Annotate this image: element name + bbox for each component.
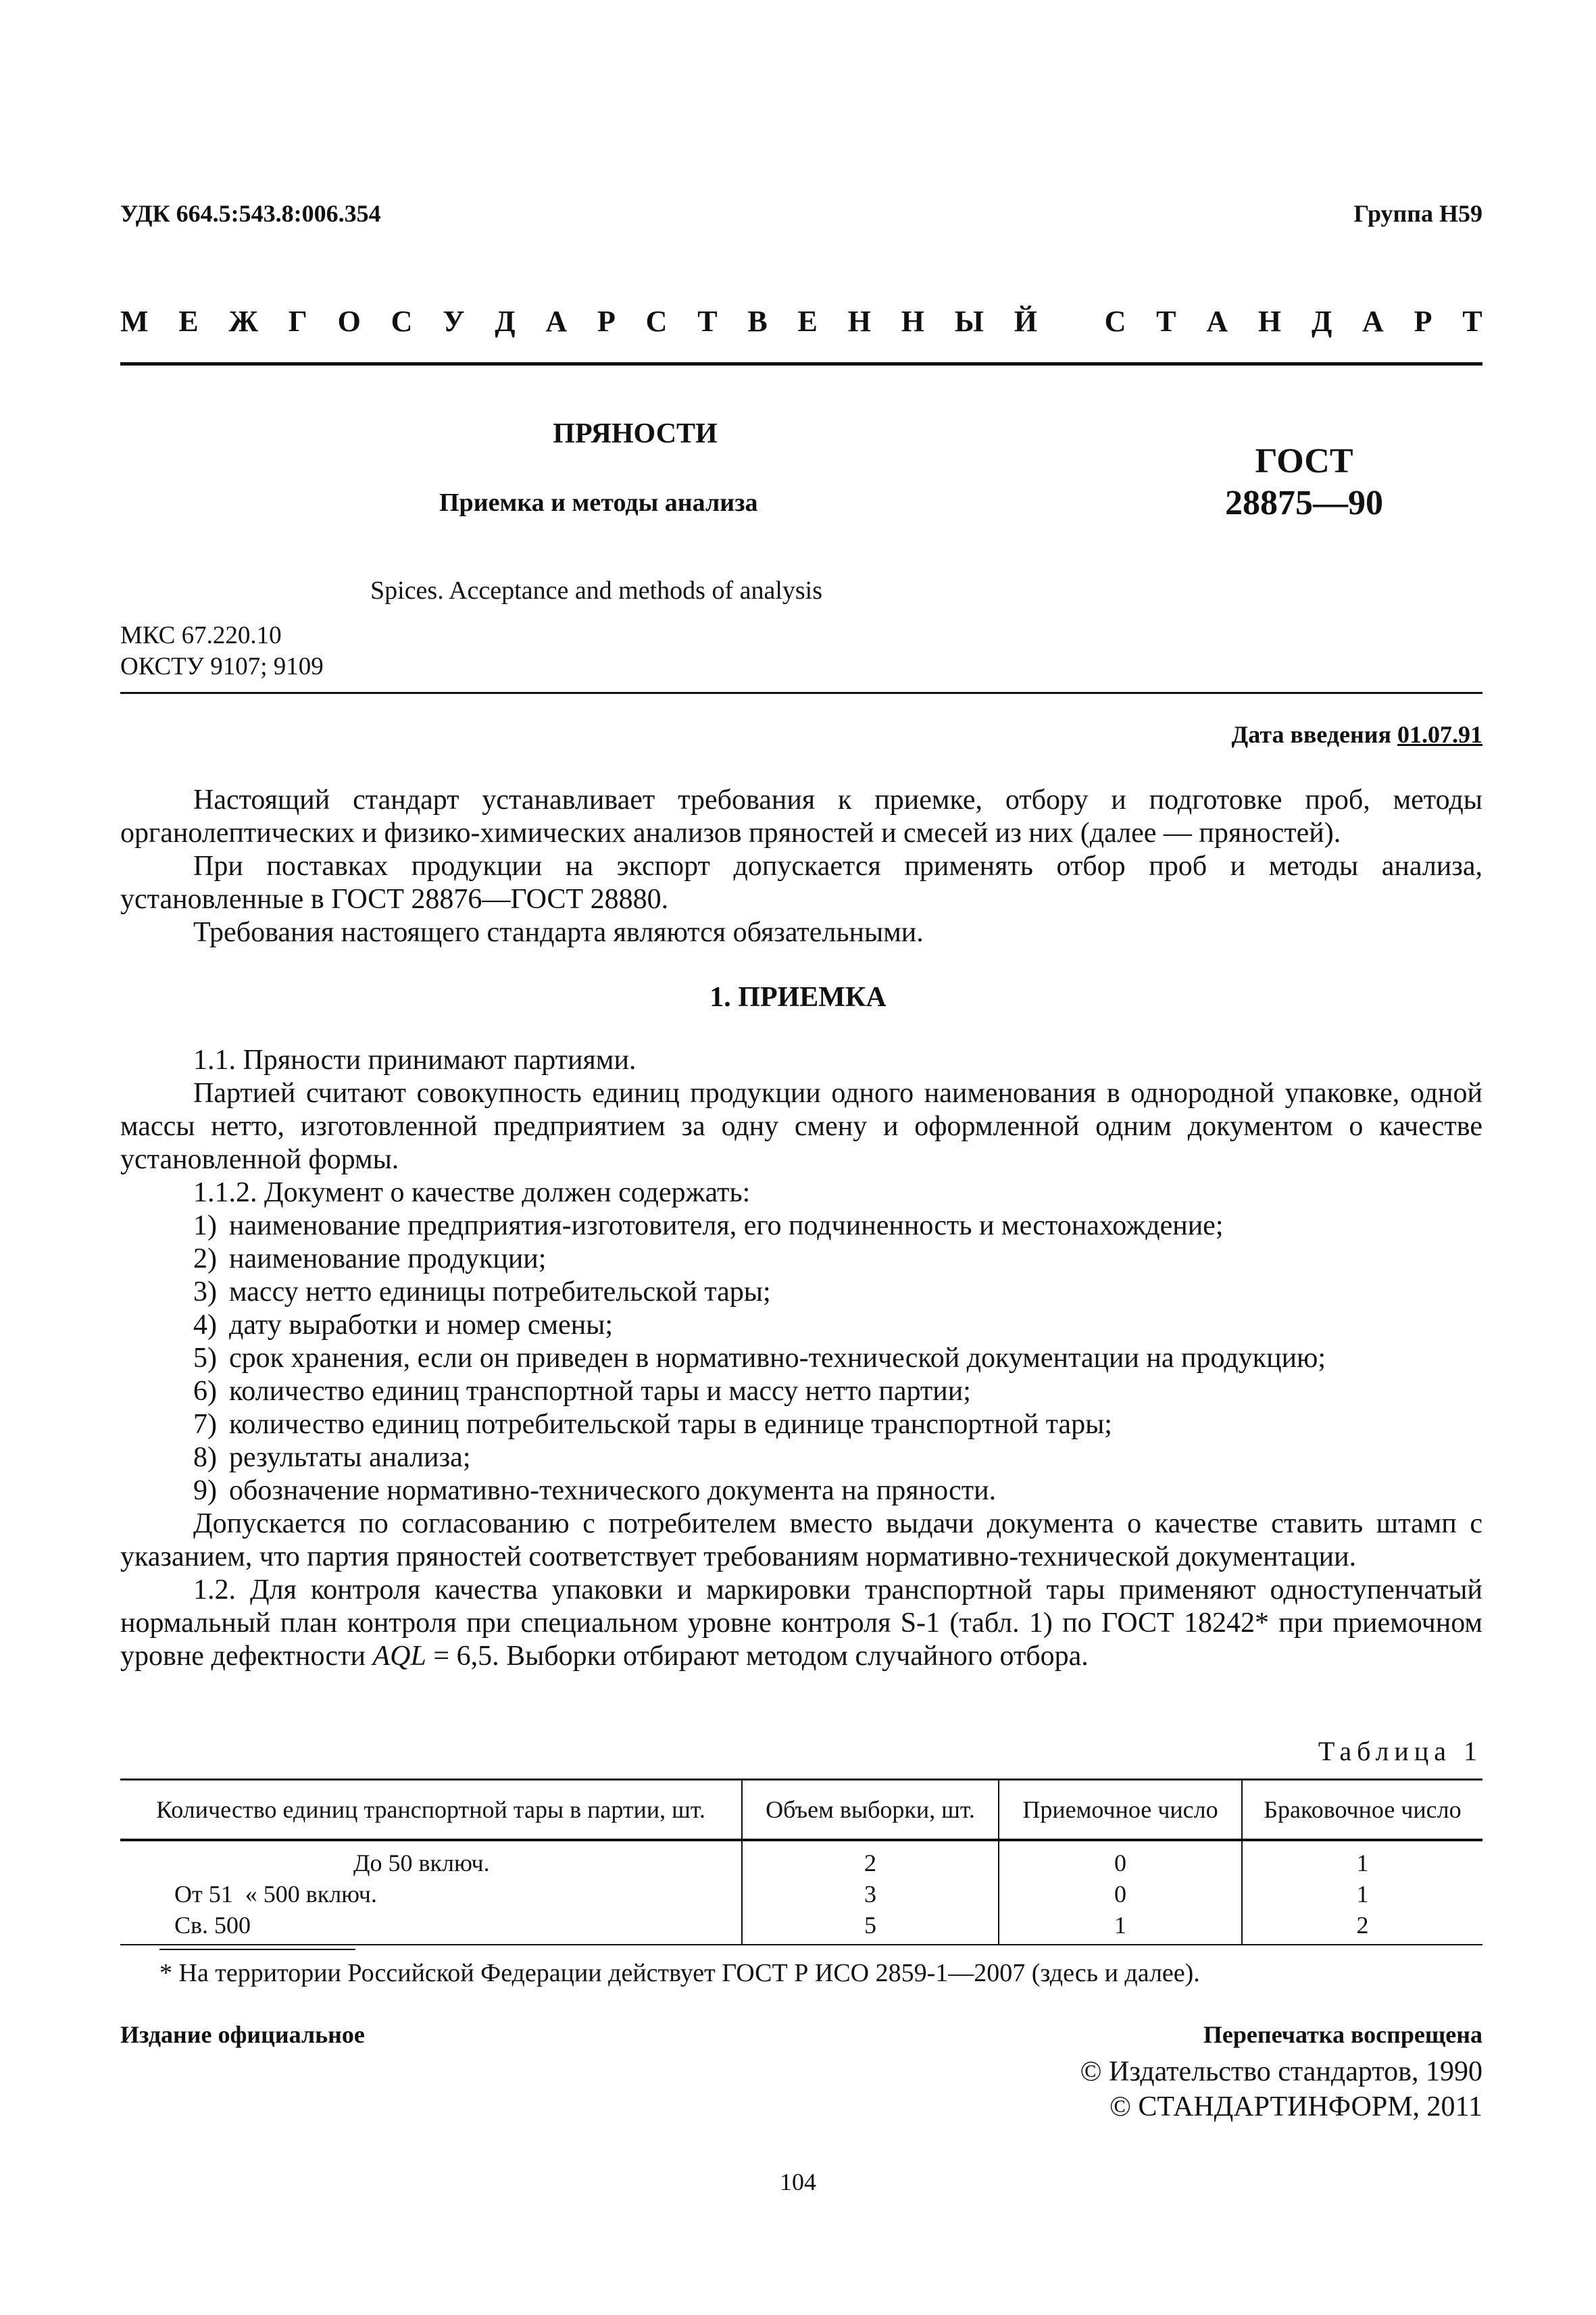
udk-code: УДК 664.5:543.8:006.354 xyxy=(120,200,381,227)
paragraph-1-1: 1.1. Пряности принимают партиями. xyxy=(193,1045,637,1076)
copyright-1990: © Издательство стандартов, 1990 xyxy=(1080,2056,1482,2087)
aql-term: AQL xyxy=(372,1641,426,1672)
intro-paragraph: Настоящий стандарт устанавливает требования к приемке, отбору и подготовке проб, методы органолептических и физико-химических анализов пряностей и смесей из них (далее — пряностей). xyxy=(120,785,1482,849)
list-item-number: 3) xyxy=(193,1276,217,1308)
heading-letter: Д xyxy=(1311,305,1332,338)
effective-date-label: Дата введения xyxy=(1231,721,1391,748)
table-cell: 0 xyxy=(999,1840,1242,1878)
paragraph-1-1-2: 1.1.2. Документ о качестве должен содержать: xyxy=(193,1177,751,1208)
list-item xyxy=(120,1309,1482,1342)
list-item-number: 5) xyxy=(193,1343,217,1374)
copyright-2011: © СТАНДАРТИНФОРМ, 2011 xyxy=(1109,2091,1482,2122)
intro-paragraph: При поставках продукции на экспорт допускается применять отбор проб и методы анализа, установленные в ГОСТ 28876—ГОСТ 28880. xyxy=(120,851,1482,915)
column-header: Браковочное число xyxy=(1242,1780,1482,1841)
list-item-text: наименование продукции; xyxy=(229,1243,547,1274)
list-item-text: количество единиц транспортной тары и массу нетто партии; xyxy=(229,1376,971,1407)
list-item-number: 9) xyxy=(193,1475,217,1506)
list-item-number: 7) xyxy=(193,1409,217,1440)
heading-letter: Т xyxy=(1462,305,1482,338)
heading-letter: О xyxy=(337,305,361,338)
section1-body xyxy=(120,1044,1482,1673)
table-row xyxy=(120,1840,1482,1878)
list-item-number: 8) xyxy=(193,1442,217,1473)
table-cell: 0 xyxy=(999,1878,1242,1910)
classification-codes xyxy=(120,620,324,682)
document-requirements-list xyxy=(120,1210,1482,1508)
table-cell: От 51 « 500 включ. xyxy=(174,1881,377,1908)
heading-letter: А xyxy=(1362,305,1384,338)
paragraph-1-2 xyxy=(120,1574,1482,1673)
heading-gap xyxy=(1068,304,1074,339)
heading-letter: Д xyxy=(495,305,516,338)
document-title: ПРЯНОСТИ xyxy=(553,418,718,449)
table-cell: 2 xyxy=(1242,1910,1482,1945)
list-item-text: количество единиц потребительской тары в единице транспортной тары; xyxy=(229,1409,1112,1440)
heading-letter: А xyxy=(1206,305,1228,338)
section-heading: 1. ПРИЕМКА xyxy=(709,982,887,1013)
english-title: Spices. Acceptance and methods of analysis xyxy=(370,576,823,605)
heading-letter: С xyxy=(645,305,668,338)
heading-letter: Н xyxy=(901,305,924,338)
heading-letter: Е xyxy=(178,305,199,338)
heading-letter: С xyxy=(1104,305,1126,338)
heading-letter: У xyxy=(443,305,465,338)
gost-code: 28875—90 xyxy=(1225,484,1383,522)
heading-letter: Н xyxy=(1257,305,1282,338)
list-item-number: 1) xyxy=(193,1210,217,1241)
column-header: Количество единиц транспортной тары в партии, шт. xyxy=(120,1780,742,1841)
paragraph-batch: Партией считают совокупность единиц продукции одного наименования в однородной упаковке, одной массы нетто, изготовленной предприятием за одну смену и оформленной одним документом о качестве установленной формы. xyxy=(120,1078,1482,1175)
heading-letter: Ы xyxy=(954,305,984,338)
column-header: Объем выборки, шт. xyxy=(742,1780,999,1841)
table-cell: 1 xyxy=(1242,1878,1482,1910)
list-item-text: обозначение нормативно-технического документа на пряности. xyxy=(229,1475,997,1506)
table-row xyxy=(120,1878,1482,1910)
heading-letter: Й xyxy=(1014,305,1037,338)
edition-label: Издание официальное xyxy=(120,2021,365,2048)
list-item-text: массу нетто единицы потребительской тары; xyxy=(229,1276,771,1308)
classification-rule xyxy=(120,692,1482,694)
mks-code: МКС 67.220.10 xyxy=(120,622,282,649)
paragraph-1-2-text-b: = 6,5. Выборки отбирают методом случайного отбора. xyxy=(426,1641,1089,1672)
heading-letter: С xyxy=(391,305,413,338)
table-cell: 5 xyxy=(742,1910,999,1945)
reprint-notice: Перепечатка воспрещена xyxy=(1203,2021,1482,2048)
heading-letter: Е xyxy=(797,305,818,338)
list-item-number: 2) xyxy=(193,1243,217,1274)
paragraph-stamp: Допускается по согласованию с потребителем вместо выдачи документа о качестве ставить штамп с указанием, что партия пряностей соответствует требованиям нормативно-технической документации. xyxy=(120,1508,1482,1572)
intro-paragraph: Требования настоящего стандарта являются обязательными. xyxy=(193,917,924,948)
list-item xyxy=(120,1375,1482,1408)
heading-letter: Ж xyxy=(228,305,258,338)
header-rule xyxy=(120,362,1482,366)
gost-number xyxy=(1203,441,1405,524)
list-item xyxy=(120,1474,1482,1508)
group-code: Группа Н59 xyxy=(1353,200,1482,227)
table-cell: 1 xyxy=(1242,1840,1482,1878)
list-item xyxy=(120,1276,1482,1309)
table-header-row xyxy=(120,1780,1482,1841)
intro-block xyxy=(120,784,1482,949)
list-item-number: 4) xyxy=(193,1310,217,1341)
footnote-rule xyxy=(159,1949,355,1950)
list-item-text: наименование предприятия-изготовителя, его подчиненность и местонахождение; xyxy=(229,1210,1224,1241)
list-item xyxy=(120,1441,1482,1474)
heading-letter: Г xyxy=(288,305,307,338)
footnote: * На территории Российской Федерации действует ГОСТ Р ИСО 2859-1—2007 (здесь и далее). xyxy=(159,1959,1200,1987)
list-item xyxy=(120,1408,1482,1441)
effective-date-value: 01.07.91 xyxy=(1397,721,1482,748)
table-caption: Таблица 1 xyxy=(1318,1736,1482,1766)
list-item xyxy=(120,1210,1482,1243)
table-cell: До 50 включ. xyxy=(353,1849,490,1876)
table-cell: Св. 500 xyxy=(120,1910,742,1945)
heading-letter: М xyxy=(120,305,149,338)
table-cell: 3 xyxy=(742,1878,999,1910)
list-item-text: срок хранения, если он приведен в нормативно-технической документации на продукцию; xyxy=(229,1343,1326,1374)
heading-letter: Н xyxy=(847,305,871,338)
table-cell: 1 xyxy=(999,1910,1242,1945)
okstu-code: ОКСТУ 9107; 9109 xyxy=(120,653,324,680)
heading-letter: А xyxy=(545,305,568,338)
heading-letter: В xyxy=(747,305,768,338)
gost-label: ГОСТ xyxy=(1255,442,1353,480)
table-row xyxy=(120,1910,1482,1945)
list-item xyxy=(120,1342,1482,1375)
list-item-number: 6) xyxy=(193,1376,217,1407)
heading-letter: Т xyxy=(1156,305,1176,338)
interstate-standard-heading xyxy=(120,304,1482,339)
list-item-text: результаты анализа; xyxy=(229,1442,471,1473)
heading-letter: Р xyxy=(597,305,616,338)
list-item xyxy=(120,1243,1482,1276)
list-item-text: дату выработки и номер смены; xyxy=(229,1310,614,1341)
effective-date xyxy=(1232,720,1483,749)
paragraph-1-2-text-a: 1.2. Для контроля качества упаковки и маркировки транспортной тары применяют одноступенчатый нормальный план контроля при специальном уровне контроля S-1 (табл. 1) по ГОСТ 18242* при приемочном уровне дефектности xyxy=(120,1574,1482,1672)
sampling-table xyxy=(120,1778,1482,1945)
page-number: 104 xyxy=(780,2168,816,2195)
heading-letter: Р xyxy=(1414,305,1432,338)
heading-letter: Т xyxy=(697,305,718,338)
document-subtitle: Приемка и методы анализа xyxy=(439,489,758,517)
table-cell: 2 xyxy=(742,1840,999,1878)
column-header: Приемочное число xyxy=(999,1780,1242,1841)
